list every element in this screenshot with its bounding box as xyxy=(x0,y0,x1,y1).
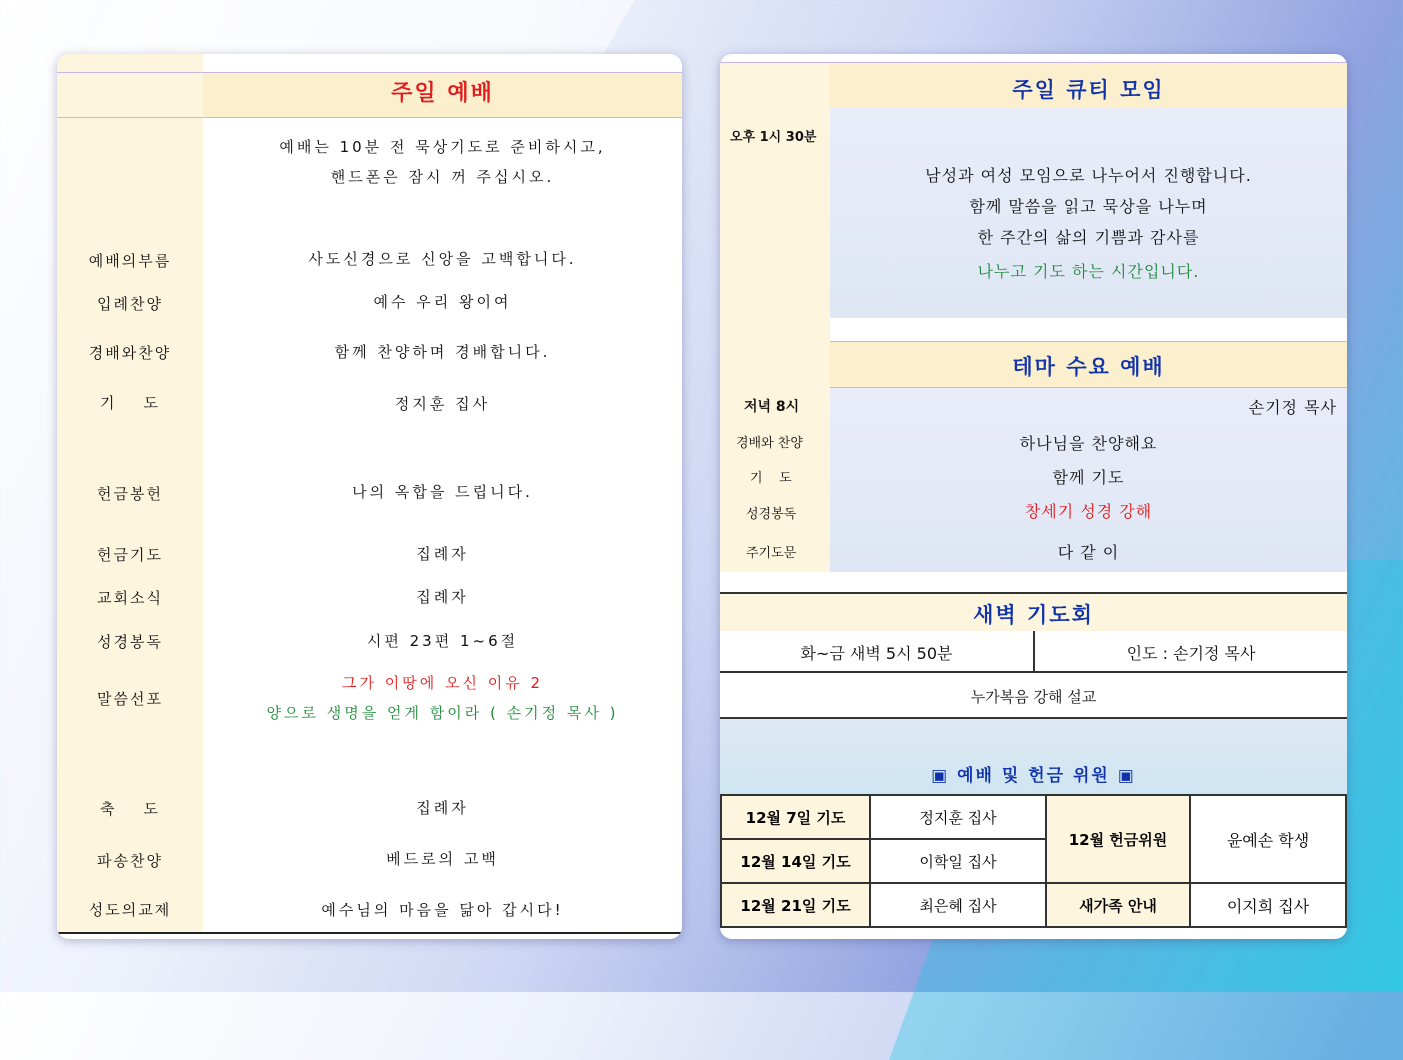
sermon-subtitle: 양으로 생명을 얻게 함이라 ( 손기정 목사 ) xyxy=(266,704,619,722)
order-label: 성경봉독 xyxy=(97,633,163,651)
order-label: 말씀선포 xyxy=(97,690,163,708)
order-label: 파송찬양 xyxy=(97,852,163,870)
order-value: 시편 23편 1~6절 xyxy=(366,632,519,650)
weekly-program-panel xyxy=(720,54,1347,939)
order-label: 기 도 xyxy=(99,394,161,412)
dawn-title: 새벽 기도회 xyxy=(973,603,1094,627)
label-column xyxy=(720,108,830,388)
wed-title: 테마 수요 예배 xyxy=(1012,355,1165,379)
committee-person: 윤예손 학생 xyxy=(1190,795,1346,883)
wed-time: 저녁 8시 xyxy=(744,399,800,415)
committee-table xyxy=(720,794,1347,928)
order-value: 정지훈 집사 xyxy=(394,395,491,413)
dawn-leader: 인도 : 손기정 목사 xyxy=(1126,644,1256,663)
sermon-title: 그가 이땅에 오신 이유 2 xyxy=(341,674,544,692)
qt-highlight: 나누고 기도 하는 시간입니다. xyxy=(977,262,1200,281)
wed-value: 창세기 성경 강해 xyxy=(1024,502,1153,521)
order-value: 함께 찬양하며 경배합니다. xyxy=(334,343,551,361)
dawn-time: 화~금 새벽 5시 50분 xyxy=(800,644,953,663)
order-value: 나의 옥합을 드립니다. xyxy=(352,483,533,501)
wed-value: 함께 기도 xyxy=(1052,468,1125,487)
order-label: 경배와찬양 xyxy=(88,344,172,362)
wed-value: 다 같 이 xyxy=(1057,543,1120,562)
order-label: 성도의교제 xyxy=(88,901,172,919)
order-label: 입례찬양 xyxy=(97,295,163,313)
committee-date: 12월 21일 기도 xyxy=(721,883,870,927)
order-value: 집례자 xyxy=(416,588,469,606)
committee-person: 최은혜 집사 xyxy=(870,883,1046,927)
order-value: 예수 우리 왕이여 xyxy=(373,293,512,311)
wed-label: 기 도 xyxy=(750,471,792,486)
committee-date: 12월 7일 기도 xyxy=(721,795,870,839)
order-value: 예수님의 마음을 닮아 갑시다! xyxy=(321,901,564,919)
dawn-topic: 누가복음 강해 설교 xyxy=(970,688,1097,706)
intro-line-2: 핸드폰은 잠시 꺼 주십시오. xyxy=(330,168,555,186)
committee-role: 12월 헌금위원 xyxy=(1046,795,1190,883)
order-label: 예배의부름 xyxy=(88,252,172,270)
order-value: 집례자 xyxy=(416,545,469,563)
sunday-service-panel xyxy=(57,54,682,939)
qt-time: 오후 1시 30분 xyxy=(730,130,817,145)
order-label: 헌금기도 xyxy=(97,546,163,564)
order-label: 교회소식 xyxy=(97,589,163,607)
wed-label: 성경봉독 xyxy=(746,507,797,522)
divider xyxy=(57,932,682,934)
qt-line: 한 주간의 삶의 기쁨과 감사를 xyxy=(977,228,1200,247)
order-value: 사도신경으로 신앙을 고백합니다. xyxy=(308,250,577,268)
committee-date: 12월 14일 기도 xyxy=(721,839,870,883)
order-value: 집례자 xyxy=(416,799,469,817)
qt-line: 함께 말씀을 읽고 묵상을 나누며 xyxy=(969,197,1208,216)
committee-person: 이학일 집사 xyxy=(870,839,1046,883)
committee-role: 새가족 안내 xyxy=(1046,883,1190,927)
order-label: 축 도 xyxy=(99,800,161,818)
committee-title: ▣ 예배 및 헌금 위원 ▣ xyxy=(931,766,1136,786)
order-label: 헌금봉헌 xyxy=(97,485,163,503)
intro-line-1: 예배는 10분 전 묵상기도로 준비하시고, xyxy=(279,138,606,156)
wed-label: 주기도문 xyxy=(746,546,797,561)
committee-person: 정지훈 집사 xyxy=(870,795,1046,839)
qt-title: 주일 큐티 모임 xyxy=(1012,78,1165,102)
sunday-service-title: 주일 예배 xyxy=(391,81,494,106)
committee-person: 이지희 집사 xyxy=(1190,883,1346,927)
wed-pastor: 손기정 목사 xyxy=(1248,398,1337,417)
order-value: 베드로의 고백 xyxy=(386,850,499,868)
qt-line: 남성과 여성 모임으로 나누어서 진행합니다. xyxy=(925,166,1252,185)
wed-value: 하나님을 찬양해요 xyxy=(1019,434,1158,453)
wed-label: 경배와 찬양 xyxy=(736,436,803,451)
